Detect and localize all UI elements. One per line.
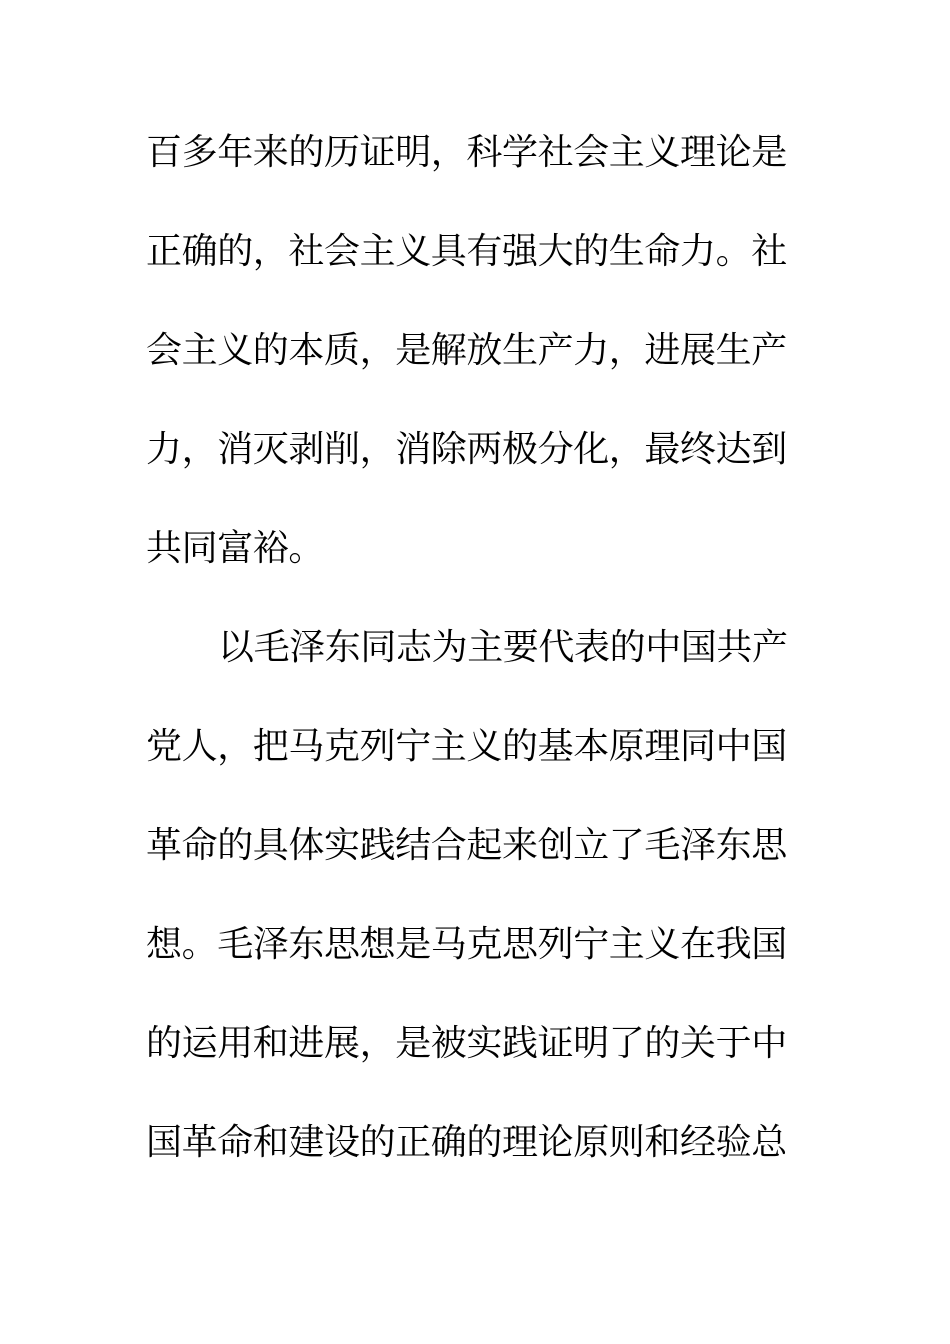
text-line: 会主义的本质，是解放生产力，进展生产 <box>146 330 787 371</box>
text-line: 革命的具体实践结合起来创立了毛泽东思 <box>146 825 787 866</box>
text-line: 力，消灭剥削，消除两极分化，最终达到 <box>146 429 787 470</box>
text-line: 以毛泽东同志为主要代表的中国共产 <box>218 627 788 668</box>
text-line: 党人，把马克列宁主义的基本原理同中国 <box>146 726 787 767</box>
text-line: 正确的，社会主义具有强大的生命力。社 <box>146 231 787 272</box>
text-line: 国革命和建设的正确的理论原则和经验总 <box>146 1122 787 1163</box>
paragraph-2 <box>146 613 786 1207</box>
paragraph-1 <box>146 118 786 613</box>
text-line: 共同富裕。 <box>146 528 325 569</box>
body-text <box>146 118 786 1207</box>
text-line: 想。毛泽东思想是马克思列宁主义在我国 <box>146 924 787 965</box>
text-line: 的运用和进展，是被实践证明了的关于中 <box>146 1023 787 1064</box>
text-line: 百多年来的历证明，科学社会主义理论是 <box>146 132 787 173</box>
